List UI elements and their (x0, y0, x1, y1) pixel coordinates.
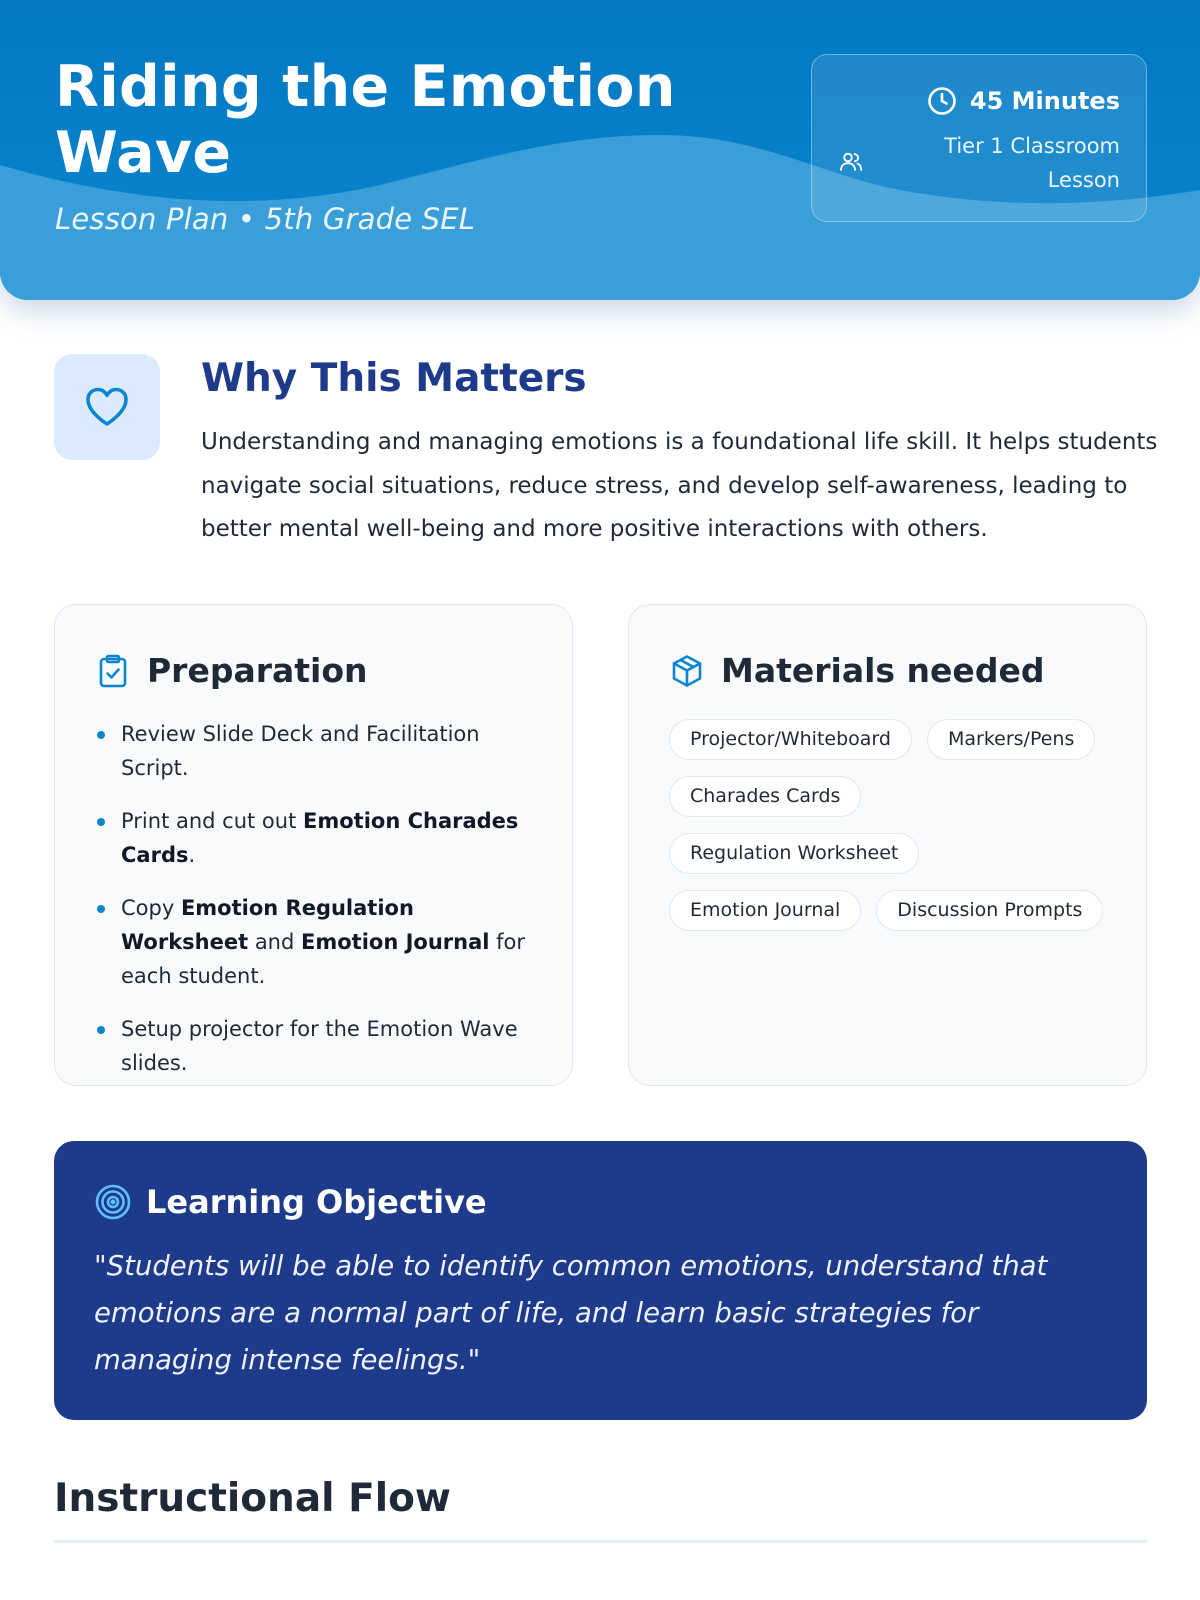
preparation-item-emphasis: Emotion Journal (301, 930, 490, 954)
clipboard-check-icon (95, 653, 131, 689)
users-icon (838, 149, 864, 175)
materials-tag-row (669, 890, 1119, 931)
materials-tag-row (669, 776, 1119, 817)
preparation-item-text: and (248, 930, 301, 954)
package-icon (669, 653, 705, 689)
preparation-item (95, 804, 535, 872)
materials-header (669, 651, 1044, 690)
lesson-meta-card (811, 54, 1147, 222)
objective-quote: "Students will be able to identify common emotions, understand that emotions are a normal part of life, and learn basic strategies for managing intense feelings." (94, 1250, 1048, 1376)
target-icon (94, 1183, 132, 1221)
material-tag: Emotion Journal (669, 890, 861, 931)
lesson-header (0, 0, 1200, 300)
materials-tag-row (669, 719, 1119, 760)
preparation-item (95, 891, 535, 993)
material-tag: Regulation Worksheet (669, 833, 919, 874)
why-text: Understanding and managing emotions is a foundational life skill. It helps students navigate social situations, reduce stress, and develop self-awareness, leading to better mental well-being and more positive interactions with others. (201, 429, 1158, 542)
material-tag: Projector/Whiteboard (669, 719, 912, 760)
lesson-type-label: Tier 1 Classroom Lesson (944, 134, 1120, 192)
materials-card (628, 604, 1147, 1086)
material-tag: Markers/Pens (927, 719, 1095, 760)
objective-title: Learning Objective (146, 1183, 487, 1221)
duration-row (926, 85, 1120, 117)
preparation-title: Preparation (147, 651, 368, 690)
instructional-flow-title: Instructional Flow (54, 1476, 451, 1521)
preparation-item-text: Print and cut out (121, 809, 303, 833)
materials-tag-row (669, 833, 1119, 874)
duration-label: 45 Minutes (969, 87, 1120, 115)
preparation-item-emphasis: Emotion Charades Cards (121, 809, 519, 867)
preparation-item-emphasis: Emotion Regulation Worksheet (121, 896, 414, 954)
objective-header (94, 1183, 487, 1221)
preparation-list (95, 717, 535, 1099)
lesson-title: Riding the Emotion Wave (55, 54, 676, 186)
preparation-item-text: . (188, 843, 196, 867)
preparation-card (54, 604, 573, 1086)
material-tag: Discussion Prompts (876, 890, 1103, 931)
preparation-item (95, 1012, 535, 1080)
materials-title: Materials needed (721, 651, 1045, 690)
section-divider (54, 1540, 1147, 1543)
preparation-header (95, 651, 368, 690)
lesson-subtitle: Lesson Plan • 5th Grade SEL (55, 202, 476, 236)
preparation-item-text: Setup projector for the Emotion Wave slides. (121, 1017, 518, 1075)
why-icon-box (54, 354, 160, 460)
preparation-item-text: Copy (121, 896, 181, 920)
preparation-item (95, 717, 535, 785)
learning-objective-panel (54, 1141, 1147, 1420)
material-tag: Charades Cards (669, 776, 861, 817)
clock-icon (926, 85, 958, 117)
materials-tags (669, 719, 1119, 947)
heart-icon (81, 381, 133, 433)
preparation-item-text: Review Slide Deck and Facilitation Script. (121, 722, 480, 780)
why-title: Why This Matters (201, 356, 587, 401)
preparation-item-text: for each student. (121, 930, 526, 988)
